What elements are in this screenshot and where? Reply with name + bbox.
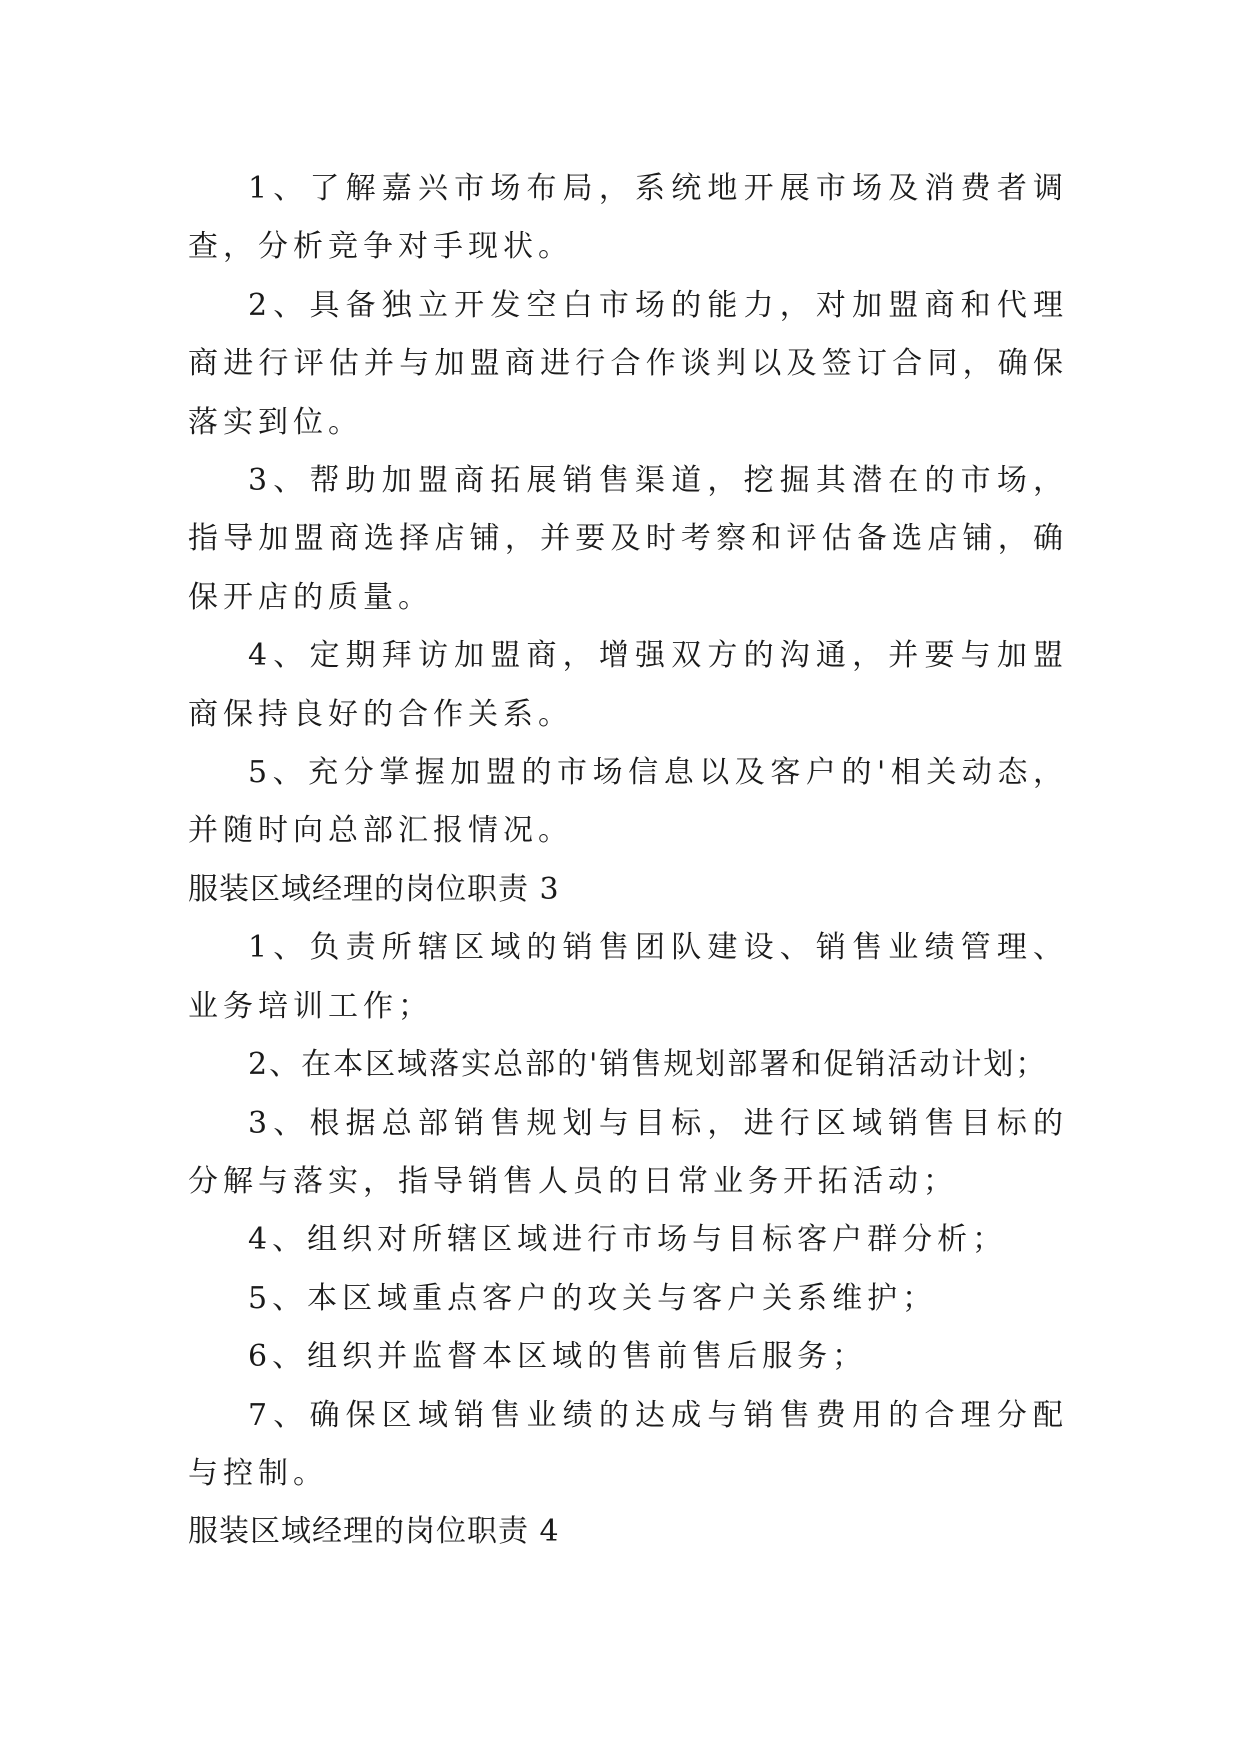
paragraph: 2、在本区域落实总部的'销售规划部署和促销活动计划； bbox=[248, 1047, 1048, 1083]
paragraph: 1、负责所辖区域的销售团队建设、销售业绩管理、业务培训工作； bbox=[188, 930, 1068, 1024]
paragraph: 6、组织并监督本区域的售前售后服务； bbox=[248, 1339, 868, 1375]
document-body bbox=[188, 160, 1068, 1562]
paragraph: 1、了解嘉兴市场布局，系统地开展市场及消费者调查，分析竞争对手现状。 bbox=[188, 171, 1068, 265]
paragraph: 4、定期拜访加盟商，增强双方的沟通，并要与加盟商保持良好的合作关系。 bbox=[188, 638, 1068, 732]
section-heading: 服装区域经理的岗位职责 4 bbox=[188, 1514, 560, 1550]
paragraph: 5、本区域重点客户的攻关与客户关系维护； bbox=[248, 1280, 938, 1316]
paragraph: 5、充分掌握加盟的市场信息以及客户的'相关动态，并随时向总部汇报情况。 bbox=[188, 755, 1068, 849]
paragraph: 7、确保区域销售业绩的达成与销售费用的合理分配与控制。 bbox=[188, 1397, 1068, 1491]
paragraph: 4、组织对所辖区域进行市场与目标客户群分析； bbox=[248, 1222, 1008, 1258]
paragraph: 3、根据总部销售规划与目标，进行区域销售目标的分解与落实，指导销售人员的日常业务开拓活动； bbox=[188, 1105, 1068, 1199]
paragraph: 2、具备独立开发空白市场的能力，对加盟商和代理商进行评估并与加盟商进行合作谈判以及签订合同，确保落实到位。 bbox=[188, 287, 1068, 440]
paragraph: 3、帮助加盟商拓展销售渠道，挖掘其潜在的市场，指导加盟商选择店铺，并要及时考察和评估备选店铺，确保开店的质量。 bbox=[188, 463, 1068, 615]
section-heading: 服装区域经理的岗位职责 3 bbox=[188, 871, 560, 907]
